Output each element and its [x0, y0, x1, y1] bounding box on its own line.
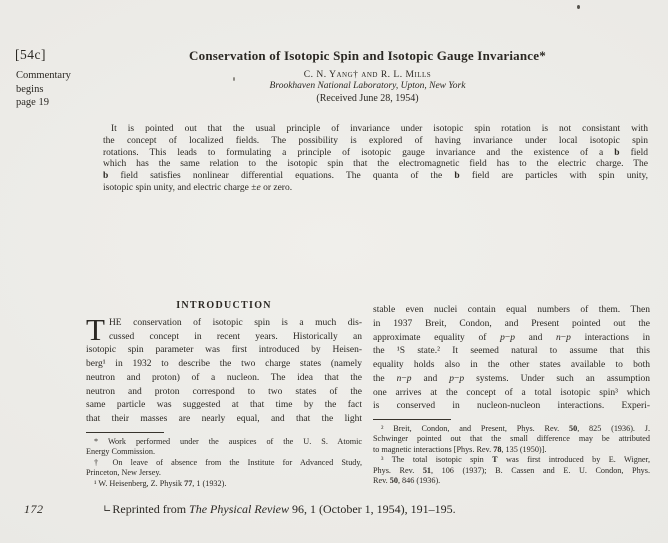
text-line: equality holds also in the other states available to both	[373, 360, 650, 370]
text-line: † On leave of absence from the Institute for Advanced Study,	[94, 457, 362, 467]
text-line: in 1937 Breit, Condon, and Present pointed out the	[373, 318, 650, 329]
left-column	[86, 299, 362, 489]
text-line: ¹ W. Heisenberg, Z. Physik 77, 1 (1932).	[94, 478, 227, 488]
text-line: Energy Commission.	[86, 447, 155, 457]
dropcap-letter: T	[86, 311, 105, 347]
text-line: ³ The total isotopic spin T was first introduced by E. Wigner,	[381, 455, 650, 465]
text-line: ² Breit, Condon, and Present, Phys. Rev. 50, 825 (1936). J.	[381, 424, 651, 433]
text-line: that their masses are nearly equal, and that the light	[86, 414, 362, 424]
affiliation-line: Brookhaven National Laboratory, Upton, New York	[269, 81, 466, 91]
text-line: Phys. Rev. 51, 106 (1937); B. Cassen and E. U. Condon, Phys.	[373, 465, 650, 475]
text-line: the concept of localized fields. The possibility is explored of having invariance under local isotopic spin	[103, 135, 648, 146]
reprint-citation-line: ∟Reprinted from The Physical Review 96, 1 (October 1, 1954), 191–195.	[103, 502, 456, 516]
footnote-rule	[86, 432, 164, 433]
section-heading-introduction: INTRODUCTION	[176, 300, 272, 311]
left-column-footnotes	[86, 437, 362, 489]
text-line: isotopic spin parameter was first introduced by Heisen-	[86, 345, 362, 356]
text-line: HE conservation of isotopic spin is a much dis-	[108, 317, 362, 328]
text-line: cussed concept in recent years. Historically an	[108, 331, 362, 342]
text-line: berg¹ in 1932 to describe the two charge states (namely	[86, 359, 362, 369]
text-line: same particle was suggested at that time by the fact	[86, 400, 362, 411]
text-line: one arrives at the concept of a total isotopic spin³ which	[373, 387, 650, 398]
text-line: isotopic spin unity, and electric charge ±e or zero.	[103, 182, 293, 193]
paper-title: Conservation of Isotopic Spin and Isotopic Gauge Invariance*	[189, 48, 546, 63]
text-line: rotations. This leads to formulating a principle of isotopic gauge invariance and the existence of a b field	[103, 147, 648, 158]
text-line: * Work performed under the auspices of the U. S. Atomic	[94, 436, 362, 446]
received-date-line: (Received June 28, 1954)	[316, 93, 419, 104]
text-line: Princeton, New Jersey.	[86, 468, 161, 478]
text-line: It is pointed out that the usual principle of invariance under isotopic spin rotation is not consistant with	[111, 124, 648, 134]
text-line: page 19	[16, 97, 49, 108]
paper-id-label: [54c]	[15, 47, 46, 62]
scan-speck	[577, 5, 580, 9]
right-column-body	[373, 304, 650, 414]
text-line: begins	[16, 83, 44, 95]
text-line: Schwinger pointed out that the small difference may be attributed	[373, 434, 650, 444]
book-page-number: 172	[24, 502, 44, 516]
left-column-body	[86, 311, 362, 427]
text-line: the n−p and p−p systems. Under such an assumption	[373, 373, 651, 384]
text-line: neutron and proton) of a nucleon. The idea that the	[86, 372, 362, 383]
paper-header	[85, 48, 650, 104]
right-column	[373, 304, 650, 487]
right-column-footnotes	[373, 424, 650, 487]
text-line: Commentary	[16, 70, 71, 81]
text-line: Rev. 50, 846 (1936).	[373, 476, 441, 486]
text-line: which has the same relation to the isotopic spin that the electromagnetic field has to the electric charge. The	[103, 159, 648, 170]
text-line: b field satisfies nonlinear differential equations. The quanta of the b field are particles with spin unity,	[103, 171, 649, 182]
text-line: approximate equality of p−p and n−p interactions in	[373, 332, 650, 343]
abstract-block	[103, 124, 648, 195]
text-line: neutron and proton correspond to two states of the	[86, 386, 362, 397]
authors-line: C. N. Yang† and R. L. Mills	[303, 70, 432, 80]
text-line: stable even nuclei contain equal numbers of them. Then	[373, 305, 650, 315]
text-line: is conserved in nucleon-nucleon interactions. Experi-	[373, 401, 650, 412]
text-line: the ¹S state.² It seemed natural to assume that this	[373, 346, 650, 357]
footnote-rule	[373, 419, 451, 420]
text-line: to magnetic interactions [Phys. Rev. 78, 135 (1950)].	[373, 444, 547, 454]
